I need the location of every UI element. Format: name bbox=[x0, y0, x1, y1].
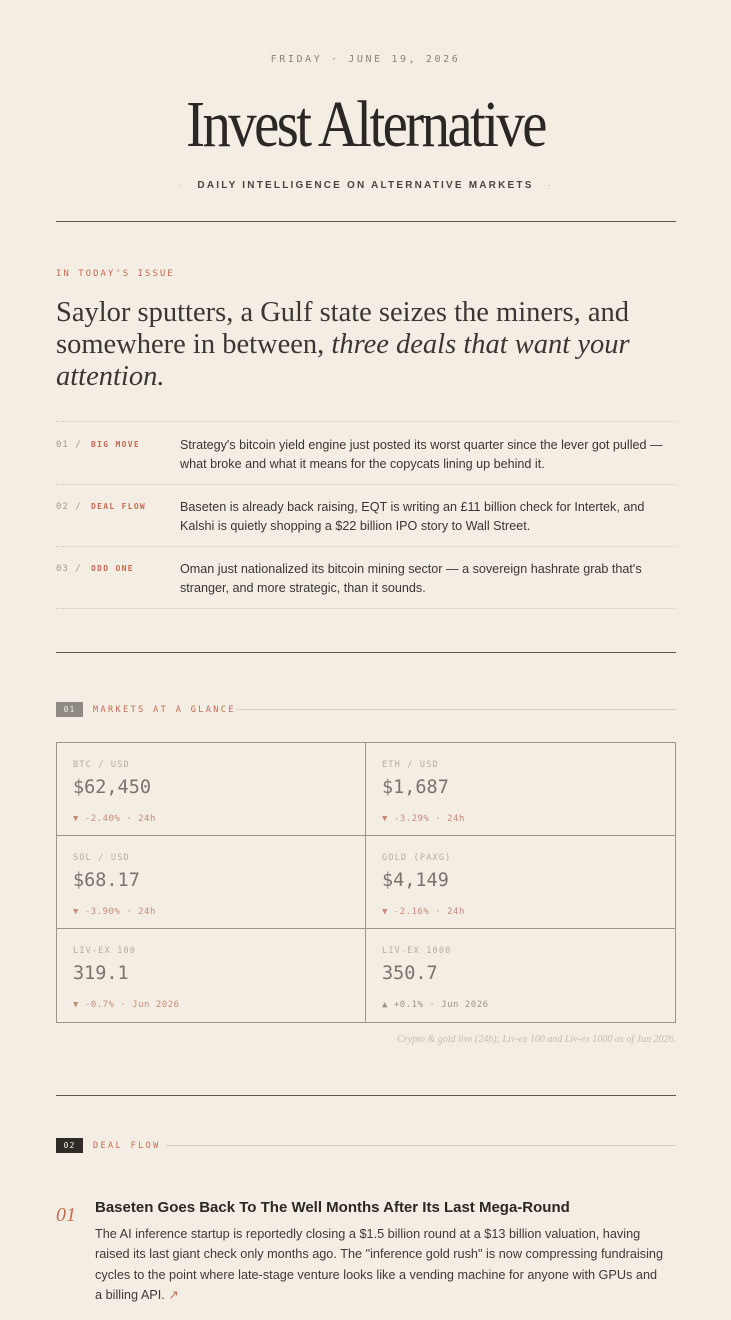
market-cell[interactable] bbox=[57, 929, 366, 1022]
market-change: ▲ +0.1% · Jun 2026 bbox=[382, 1000, 489, 1010]
market-change: ▼ -0.7% · Jun 2026 bbox=[73, 1000, 180, 1010]
issue-item-category: DEAL FLOW bbox=[91, 502, 147, 511]
issue-item-number: 02 / bbox=[56, 502, 82, 512]
market-cell[interactable] bbox=[366, 743, 675, 836]
market-cell[interactable] bbox=[366, 929, 675, 1022]
issue-eyebrow: IN TODAY'S ISSUE bbox=[56, 269, 175, 279]
tagline-text: DAILY INTELLIGENCE ON ALTERNATIVE MARKETS bbox=[197, 180, 534, 191]
issue-item-text: Baseten is already back raising, EQT is writing an £11 billion check for Intertek, and Kalshi is quietly shopping a $22 billion IPO story to Wall Street. bbox=[180, 500, 645, 533]
market-value: $68.17 bbox=[73, 870, 140, 891]
market-label: ETH / USD bbox=[382, 760, 439, 770]
issue-divider bbox=[56, 421, 676, 422]
section-label-line bbox=[166, 1145, 676, 1146]
tagline-dot-right: · bbox=[547, 180, 554, 191]
market-label: LIV-EX 100 bbox=[73, 946, 137, 956]
market-cell[interactable] bbox=[366, 836, 675, 929]
issue-item-text: Oman just nationalized its bitcoin mining sector — a sovereign hashrate grab that's stranger, and more strategic, than it sounds. bbox=[180, 562, 642, 595]
deal-body bbox=[95, 1224, 665, 1306]
issue-divider bbox=[56, 484, 676, 485]
headline-italic: three deals that want your attention. bbox=[56, 329, 630, 392]
issue-item-number: 01 / bbox=[56, 440, 82, 450]
section-label-deal-flow: DEAL FLOW bbox=[93, 1141, 161, 1151]
market-value: $1,687 bbox=[382, 777, 449, 798]
market-value: 319.1 bbox=[73, 963, 129, 984]
issue-date: FRIDAY · JUNE 19, 2026 bbox=[270, 54, 461, 65]
deal-title[interactable]: Baseten Goes Back To The Well Months After Its Last Mega-Round bbox=[95, 1199, 570, 1216]
issue-headline bbox=[56, 297, 682, 393]
masthead-tagline bbox=[0, 180, 731, 191]
market-change: ▼ -2.40% · 24h bbox=[73, 814, 156, 824]
market-change: ▼ -2.16% · 24h bbox=[382, 907, 465, 917]
market-label: BTC / USD bbox=[73, 760, 130, 770]
headline-plain: Saylor sputters, a Gulf state seizes the miners, and somewhere in between, bbox=[56, 297, 630, 360]
external-link-arrow-icon[interactable]: ↗ bbox=[168, 1288, 179, 1303]
issue-item-number: 03 / bbox=[56, 564, 82, 574]
section-badge-deal-flow: 02 bbox=[56, 1138, 83, 1153]
markets-grid bbox=[56, 742, 676, 1023]
section-divider bbox=[56, 1095, 676, 1096]
market-value: $62,450 bbox=[73, 777, 151, 798]
market-label: LIV-EX 1000 bbox=[382, 946, 452, 956]
market-value: $4,149 bbox=[382, 870, 449, 891]
market-change: ▼ -3.90% · 24h bbox=[73, 907, 156, 917]
market-label: GOLD (PAXG) bbox=[382, 853, 452, 863]
section-label-markets: MARKETS AT A GLANCE bbox=[93, 705, 236, 715]
issue-item-text: Strategy's bitcoin yield engine just posted its worst quarter since the lever got pulled — what broke and what it means for the copycats lining up behind it. bbox=[180, 438, 663, 471]
issue-divider bbox=[56, 546, 676, 547]
section-divider bbox=[56, 652, 676, 653]
market-change: ▼ -3.29% · 24h bbox=[382, 814, 465, 824]
market-value: 350.7 bbox=[382, 963, 438, 984]
markets-footnote: Crypto & gold live (24h); Liv-ex 100 and Liv-ex 1000 as of Jun 2026. bbox=[397, 1034, 676, 1045]
deal-number: 01 bbox=[56, 1204, 76, 1226]
section-label-line bbox=[236, 709, 676, 710]
market-cell[interactable] bbox=[57, 836, 366, 929]
issue-divider bbox=[56, 608, 676, 609]
issue-item-category: BIG MOVE bbox=[91, 440, 140, 449]
section-badge-markets: 01 bbox=[56, 702, 83, 717]
market-cell[interactable] bbox=[57, 743, 366, 836]
tagline-dot-left: · bbox=[177, 180, 184, 191]
masthead-logo[interactable]: Invest Alternative bbox=[186, 88, 545, 161]
masthead-divider bbox=[56, 221, 676, 222]
market-label: SOL / USD bbox=[73, 853, 130, 863]
issue-item-category: ODD ONE bbox=[91, 564, 134, 573]
deal-body-text: The AI inference startup is reportedly closing a $1.5 billion round at a $13 billion valuation, having raised its last giant check only months ago. The "inference gold rush" is now compressing fundraising cycles to the point where late-stage venture looks like a vending machine for anyone with GPUs and a billing API. bbox=[95, 1227, 664, 1303]
